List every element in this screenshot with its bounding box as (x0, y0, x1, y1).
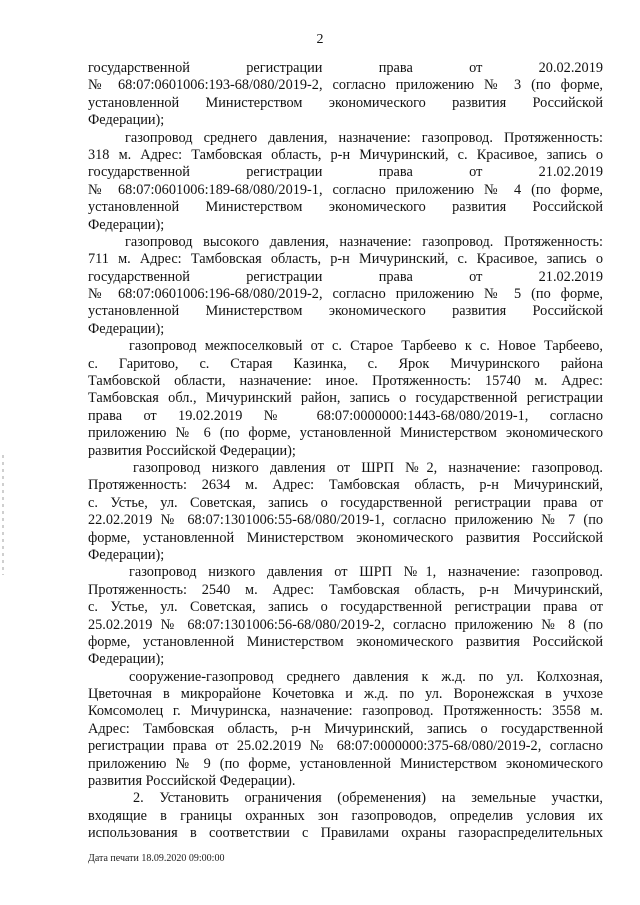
text-line: 25.02.2019 № 68:07:1301006:56-68/080/2019-2, согласно приложению № 8 (по (88, 616, 603, 633)
text-line: 318 м. Адрес: Тамбовская область, р-н Мичуринский, с. Красивое, запись о (88, 146, 603, 163)
scan-margin-mark (2, 455, 4, 575)
text-line: с. Устье, ул. Советская, запись о государственной регистрации права от (88, 599, 603, 616)
text-line: Тамбовской области, назначение: иное. Протяженность: 15740 м. Адрес: (88, 373, 603, 390)
text-line: развития Российской Федерации). (88, 773, 296, 790)
text-line: № 68:07:0601006:189-68/080/2019-1, согласно приложению № 4 (по форме, (88, 181, 603, 198)
text-line: государственной регистрации права от 21.02.2019 (88, 164, 603, 181)
text-line: 711 м. Адрес: Тамбовская область, р-н Мичуринский, с. Красивое, запись о (88, 251, 603, 268)
document-body (88, 60, 603, 843)
text-line: с. Гаритово, с. Старая Казинка, с. Ярок Мичуринского района (88, 355, 603, 372)
text-line: Федерации); (88, 112, 165, 129)
text-line: приложению № 6 (по форме, установленной Министерством экономического (88, 425, 603, 442)
text-line: Протяженность: 2540 м. Адрес: Тамбовская область, р-н Мичуринский, (88, 581, 603, 598)
text-line: Цветочная в микрорайоне Кочетовка и ж.д. по ул. Воронежская в учхозе (88, 686, 603, 703)
text-line: газопровод низкого давления от ШРП №1, назначение: газопровод. (129, 564, 603, 581)
text-line: газопровод высокого давления, назначение: газопровод. Протяженность: (125, 233, 603, 250)
page-number: 2 (316, 32, 324, 47)
text-line: Протяженность: 2634 м. Адрес: Тамбовская область, р-н Мичуринский, (88, 477, 603, 494)
text-line: регистрации права от 25.02.2019 № 68:07:0000000:375-68/080/2019-2, согласно (88, 738, 603, 755)
text-line: Федерации); (88, 651, 165, 668)
text-line: права от 19.02.2019 № 68:07:0000000:1443-68/080/2019-1, согласно (88, 407, 603, 424)
text-line: Тамбовская обл., Мичуринский район, запись о государственной регистрации (88, 390, 603, 407)
text-line: установленной Министерством экономического развития Российской (88, 303, 603, 320)
text-line: Федерации); (88, 320, 165, 337)
text-line: установленной Министерством экономического развития Российской (88, 94, 603, 111)
text-line: Федерации); (88, 546, 165, 563)
text-line: форме, установленной Министерством экономического развития Российской (88, 529, 603, 546)
text-line: Комсомолец г. Мичуринска, назначение: газопровод. Протяженность: 3558 м. (88, 703, 603, 720)
text-line: государственной регистрации права от 20.02.2019 (88, 60, 603, 76)
text-line: приложению № 9 (по форме, установленной Министерством экономического (88, 755, 603, 772)
text-line: использования в соответствии с Правилами охраны газораспределительных (88, 825, 603, 842)
print-date-footer: Дата печати 18.09.2020 09:00:00 (88, 853, 225, 864)
text-line: развития Российской Федерации); (88, 442, 296, 459)
text-line: газопровод низкого давления от ШРП №2, назначение: газопровод. (133, 459, 603, 476)
text-line: установленной Министерством экономического развития Российской (88, 199, 603, 216)
text-line: государственной регистрации права от 21.02.2019 (88, 268, 603, 285)
text-line: газопровод среднего давления, назначение: газопровод. Протяженность: (125, 129, 603, 146)
text-line: форме, установленной Министерством экономического развития Российской (88, 633, 603, 650)
text-line: Адрес: Тамбовская область, р-н Мичуринский, запись о государственной (88, 720, 603, 737)
text-line: сооружение-газопровод среднего давления к ж.д. по ул. Колхозная, (129, 668, 603, 685)
text-line: 2. Установить ограничения (обременения) на земельные участки, (133, 790, 603, 807)
text-line: газопровод межпоселковый от с. Старое Тарбеево к с. Новое Тарбеево, (129, 338, 603, 355)
text-line: 22.02.2019 № 68:07:1301006:55-68/080/2019-1, согласно приложению № 7 (по (88, 512, 603, 529)
text-line: с. Устье, ул. Советская, запись о государственной регистрации права от (88, 494, 603, 511)
text-line: Федерации); (88, 216, 165, 233)
text-line: № 68:07:0601006:193-68/080/2019-2, согласно приложению № 3 (по форме, (88, 77, 603, 94)
text-line: № 68:07:0601006:196-68/080/2019-2, согласно приложению № 5 (по форме, (88, 286, 603, 303)
text-line: входящие в границы охранных зон газопроводов, определив условия их (88, 807, 603, 824)
